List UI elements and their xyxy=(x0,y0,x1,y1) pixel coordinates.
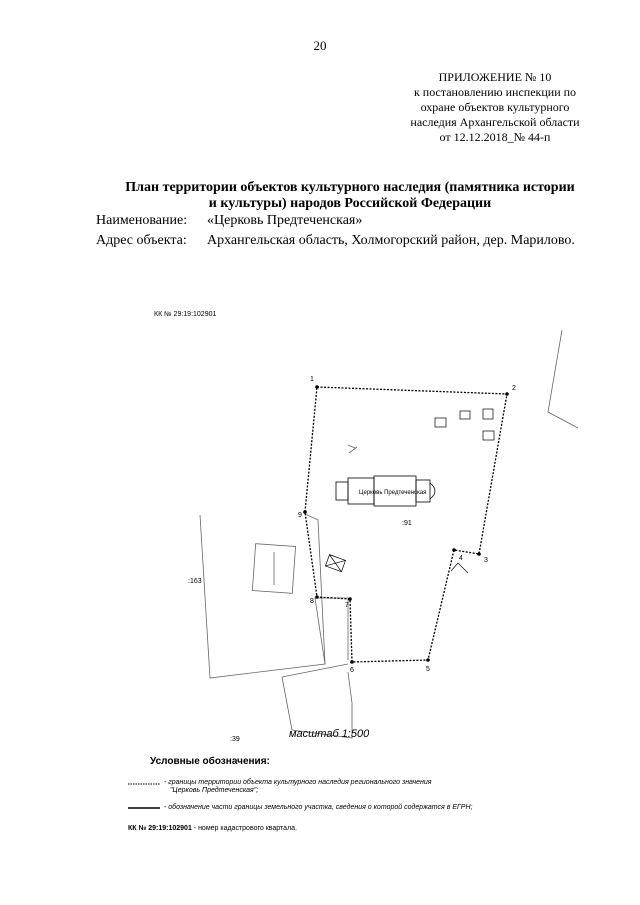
legend-item-3-text: - номер кадастрового квартала. xyxy=(191,825,297,832)
appendix-line-1: ПРИЛОЖЕНИЕ № 10 xyxy=(438,70,552,84)
church-apse-curve xyxy=(430,483,435,499)
appendix-line-5: от 12.12.2018_№ 44-п xyxy=(439,130,551,144)
tree-mark-2 xyxy=(349,447,357,453)
legend-title: Условные обозначения: xyxy=(150,756,270,767)
parcel-inner-lines xyxy=(315,598,348,664)
parcel-39-top xyxy=(282,664,348,677)
legend-item-3-code: КК № 29:19:102901 xyxy=(128,825,192,832)
legend-item-1-line-2: "Церковь Предтеченская"; xyxy=(170,787,259,794)
legend-item-1-line-1: - границы территории объекта культурного наследия регионального значения xyxy=(164,779,432,786)
parcel-163-label: :163 xyxy=(188,578,202,585)
point-label-2: 2 xyxy=(512,385,516,392)
appendix-line-3: охране объектов культурного xyxy=(420,100,570,114)
point-label-3: 3 xyxy=(484,557,488,564)
parcel-163-boundary xyxy=(200,514,325,678)
cadastral-quarter-label: КК № 29:19:102901 xyxy=(154,311,217,318)
appendix-line-4: наследия Архангельской области xyxy=(410,115,580,129)
point-label-8: 8 xyxy=(310,598,314,605)
structure-d xyxy=(483,431,494,440)
structure-c xyxy=(483,409,493,419)
context-lines xyxy=(200,330,578,738)
title-line-1: План территории объектов культурного наследия (памятника истории xyxy=(125,180,575,195)
point-label-5: 5 xyxy=(426,666,430,673)
page-number: 20 xyxy=(313,38,327,53)
legend-item-3 xyxy=(128,825,297,832)
object-name-label: Наименование: xyxy=(96,213,188,228)
church-porch xyxy=(336,482,348,500)
point-label-4: 4 xyxy=(459,555,463,562)
structure-f xyxy=(451,563,468,573)
object-address-label: Адрес объекта: xyxy=(96,233,187,248)
parcel-boundary-right xyxy=(548,330,578,428)
point-label-1: 1 xyxy=(310,376,314,383)
point-label-6: 6 xyxy=(350,667,354,674)
parcel-39-label: :39 xyxy=(230,736,240,743)
tree-mark xyxy=(348,445,355,448)
point-label-7: 7 xyxy=(345,602,349,609)
appendix-line-2: к постановлению инспекции по xyxy=(413,85,577,99)
church-label: Церковь Предтеченская xyxy=(359,490,427,496)
point-label-9: 9 xyxy=(298,512,302,519)
scale-label: масштаб 1:500 xyxy=(289,728,370,740)
object-address-value: Архангельская область, Холмогорский район, дер. Марилово. xyxy=(207,233,575,248)
parcel-91-label: :91 xyxy=(402,520,412,527)
structure-b xyxy=(460,411,470,419)
object-name-value: «Церковь Предтеченская» xyxy=(207,213,363,228)
title-line-2: и культуры) народов Российской Федерации xyxy=(208,196,492,211)
legend-item-2: - обозначение части границы земельного участка, сведения о которой содержатся в ЕГРН; xyxy=(164,804,473,811)
structure-a xyxy=(435,418,446,427)
